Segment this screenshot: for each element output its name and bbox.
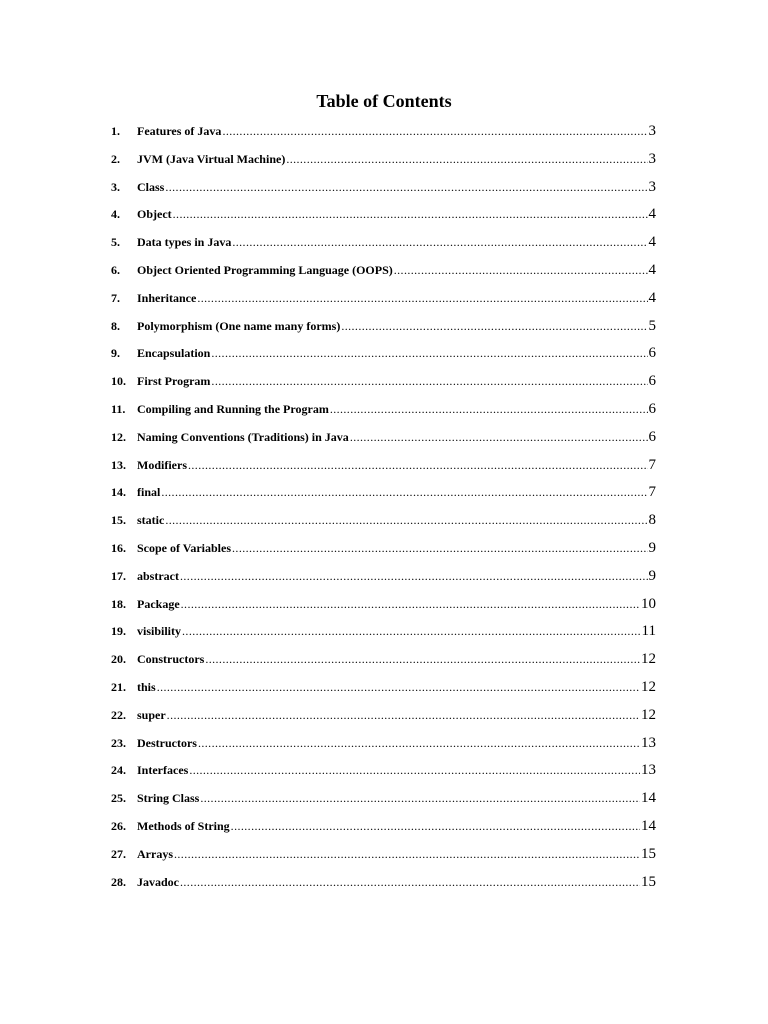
toc-entry-page-number: 13 — [641, 762, 656, 779]
toc-entry[interactable] — [111, 703, 656, 731]
toc-entry-page-number: 7 — [648, 484, 656, 501]
toc-entry[interactable] — [111, 870, 656, 898]
toc-entry[interactable] — [111, 202, 656, 230]
toc-entry-page-number: 3 — [648, 178, 656, 195]
toc-entry-page-number: 6 — [648, 345, 656, 362]
toc-entry[interactable] — [111, 258, 656, 286]
toc-entry-number: 21. — [111, 679, 126, 694]
toc-dot-leader — [188, 453, 648, 477]
toc-entry-page-number: 11 — [641, 623, 656, 640]
toc-entry-page-number: 12 — [641, 651, 656, 668]
toc-dot-leader — [232, 536, 647, 560]
toc-entry-title: Polymorphism (One name many forms) — [137, 318, 341, 333]
toc-entry-number: 11. — [111, 401, 126, 416]
toc-entry-title: this — [137, 679, 156, 694]
toc-entry[interactable] — [111, 453, 656, 481]
toc-entry-title: JVM (Java Virtual Machine) — [137, 151, 286, 166]
toc-entry-number: 12. — [111, 429, 126, 444]
toc-entry[interactable] — [111, 814, 656, 842]
toc-entry[interactable] — [111, 480, 656, 508]
toc-dot-leader — [189, 758, 640, 782]
toc-entry[interactable] — [111, 647, 656, 675]
toc-entry-page-number: 12 — [641, 706, 656, 723]
toc-entry[interactable] — [111, 564, 656, 592]
toc-entry-page-number: 7 — [648, 456, 656, 473]
toc-entry-title: Interfaces — [137, 763, 189, 778]
toc-dot-leader — [157, 675, 640, 699]
toc-entry-title: Scope of Variables — [137, 540, 232, 555]
toc-entry-title: First Program — [137, 374, 211, 389]
toc-entry[interactable] — [111, 369, 656, 397]
toc-entry-title: Data types in Java — [137, 235, 232, 250]
toc-entry-number: 2. — [111, 151, 120, 166]
toc-entry-number: 1. — [111, 124, 120, 138]
toc-dot-leader — [232, 230, 647, 254]
toc-entry-number: 15. — [111, 513, 126, 528]
toc-entry-number: 5. — [111, 235, 120, 250]
toc-entry-page-number: 6 — [648, 428, 656, 445]
toc-dot-leader — [180, 564, 648, 588]
toc-entry-page-number: 14 — [641, 817, 656, 834]
toc-entry-title: Naming Conventions (Traditions) in Java — [137, 429, 349, 444]
toc-entry-number: 24. — [111, 763, 126, 778]
toc-entry-title: final — [137, 485, 161, 500]
toc-dot-leader — [174, 842, 640, 866]
toc-entry-title: Destructors — [137, 735, 197, 750]
toc-entry-number: 16. — [111, 540, 126, 555]
toc-entry-number: 26. — [111, 818, 126, 833]
toc-entry[interactable] — [111, 842, 656, 870]
toc-dot-leader — [211, 369, 647, 393]
toc-dot-leader — [173, 202, 648, 226]
toc-entry-page-number: 5 — [648, 317, 656, 334]
toc-dot-leader — [205, 647, 640, 671]
toc-entry-page-number: 3 — [648, 150, 656, 167]
toc-entry-title: Features of Java — [137, 124, 222, 138]
toc-entry-title: Inheritance — [137, 290, 197, 305]
toc-entry-page-number: 6 — [648, 373, 656, 390]
toc-entry-number: 14. — [111, 485, 126, 500]
toc-dot-leader — [330, 397, 648, 421]
toc-entry-number: 20. — [111, 652, 126, 667]
toc-entry[interactable] — [111, 786, 656, 814]
toc-dot-leader — [181, 592, 640, 616]
toc-entry[interactable] — [111, 314, 656, 342]
toc-entry-title: Object Oriented Programming Language (OOPS) — [137, 262, 393, 277]
toc-dot-leader — [198, 731, 640, 755]
toc-dot-leader — [165, 508, 647, 532]
toc-entry-page-number: 15 — [641, 873, 656, 890]
toc-entry[interactable] — [111, 119, 656, 147]
toc-entry[interactable] — [111, 341, 656, 369]
toc-entry-number: 7. — [111, 290, 120, 305]
toc-entry-page-number: 12 — [641, 678, 656, 695]
toc-dot-leader — [165, 175, 647, 199]
page-title: Table of Contents — [316, 91, 452, 111]
toc-dot-leader — [200, 786, 640, 810]
toc-dot-leader — [222, 119, 647, 143]
toc-entry-number: 18. — [111, 596, 126, 611]
toc-entry-number: 4. — [111, 207, 120, 222]
toc-dot-leader — [231, 814, 640, 838]
toc-entry[interactable] — [111, 147, 656, 175]
toc-entry[interactable] — [111, 508, 656, 536]
toc-entry-page-number: 15 — [641, 845, 656, 862]
toc-dot-leader — [180, 870, 640, 894]
toc-entry-number: 23. — [111, 735, 126, 750]
toc-entry[interactable] — [111, 619, 656, 647]
toc-entry-number: 22. — [111, 707, 126, 722]
toc-entry-title: Compiling and Running the Program — [137, 401, 329, 416]
toc-entry-title: abstract — [137, 568, 179, 583]
toc-entry-page-number: 4 — [648, 206, 656, 223]
toc-entry-title: String Class — [137, 791, 200, 806]
toc-dot-leader — [197, 286, 647, 310]
toc-dot-leader — [167, 703, 640, 727]
toc-entry[interactable] — [111, 425, 656, 453]
toc-entry[interactable] — [111, 536, 656, 564]
toc-entry-number: 3. — [111, 179, 120, 194]
toc-entry-number: 28. — [111, 874, 126, 889]
toc-entry-number: 13. — [111, 457, 126, 472]
toc-entry-number: 8. — [111, 318, 120, 333]
toc-entry[interactable] — [111, 675, 656, 703]
toc-list — [111, 119, 656, 897]
toc-dot-leader — [161, 480, 647, 504]
toc-dot-leader — [350, 425, 648, 449]
toc-entry[interactable] — [111, 397, 656, 425]
toc-entry-number: 17. — [111, 568, 126, 583]
toc-entry-page-number: 3 — [648, 123, 656, 139]
toc-entry-page-number: 6 — [648, 400, 656, 417]
toc-entry-title: Methods of String — [137, 818, 230, 833]
toc-dot-leader — [394, 258, 648, 282]
toc-entry-title: Constructors — [137, 652, 205, 667]
toc-entry-page-number: 9 — [648, 539, 656, 556]
toc-dot-leader — [182, 619, 641, 643]
toc-entry-number: 9. — [111, 346, 120, 361]
toc-entry-title: Arrays — [137, 846, 173, 861]
toc-entry-title: Object — [137, 207, 172, 222]
toc-entry-title: Class — [137, 179, 165, 194]
toc-entry-number: 25. — [111, 791, 126, 806]
toc-entry-number: 27. — [111, 846, 126, 861]
toc-entry-title: static — [137, 513, 165, 528]
toc-entry-title: Modifiers — [137, 457, 187, 472]
toc-dot-leader — [286, 147, 647, 171]
toc-entry-page-number: 9 — [648, 567, 656, 584]
toc-entry-page-number: 4 — [648, 261, 656, 278]
toc-entry[interactable] — [111, 175, 656, 203]
toc-entry-title: super — [137, 707, 166, 722]
toc-entry[interactable] — [111, 731, 656, 759]
toc-entry-title: visibility — [137, 624, 182, 639]
toc-dot-leader — [341, 314, 647, 338]
toc-entry[interactable] — [111, 286, 656, 314]
toc-entry-page-number: 10 — [641, 595, 656, 612]
toc-entry-title: Encapsulation — [137, 346, 211, 361]
toc-entry-page-number: 4 — [648, 289, 656, 306]
toc-entry-page-number: 4 — [648, 234, 656, 251]
toc-entry-number: 6. — [111, 262, 120, 277]
toc-entry[interactable] — [111, 758, 656, 786]
toc-entry[interactable] — [111, 230, 656, 258]
toc-entry[interactable] — [111, 592, 656, 620]
toc-entry-title: Package — [137, 596, 180, 611]
toc-entry-number: 10. — [111, 374, 126, 389]
toc-dot-leader — [211, 341, 647, 365]
toc-entry-title: Javadoc — [137, 874, 179, 889]
toc-entry-page-number: 8 — [648, 512, 656, 529]
toc-entry-page-number: 14 — [641, 790, 656, 807]
toc-entry-number: 19. — [111, 624, 126, 639]
toc-entry-page-number: 13 — [641, 734, 656, 751]
